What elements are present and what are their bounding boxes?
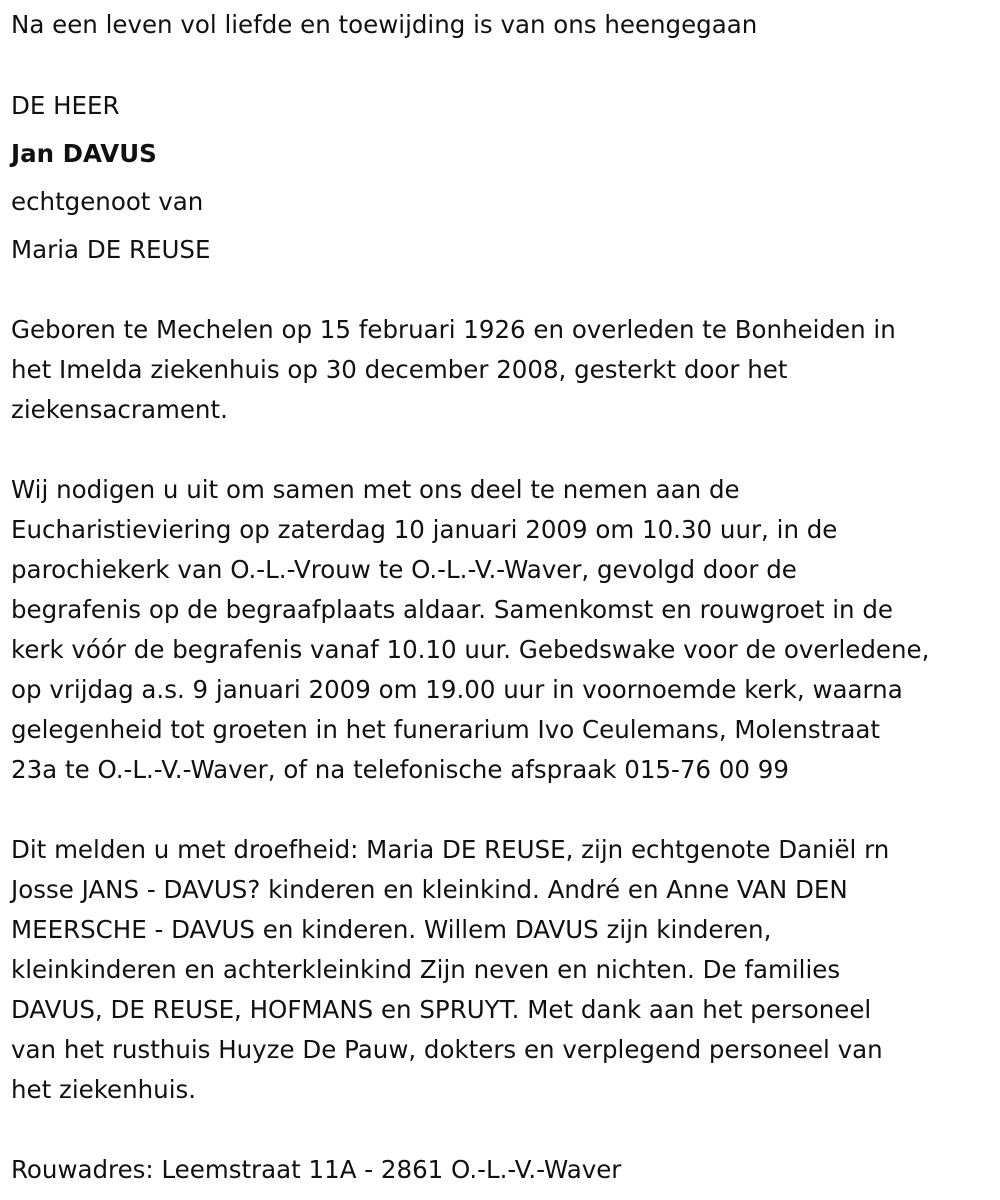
paragraph-line: 23a te O.-L.-V.-Waver, of na telefonische afspraak 015-76 00 99: [11, 755, 789, 784]
paragraph-line: kleinkinderen en achterkleinkind Zijn neven en nichten. De families: [11, 955, 841, 984]
paragraph-line: van het rusthuis Huyze De Pauw, dokters en verplegend personeel van: [11, 1035, 883, 1064]
paragraph-line: Geboren te Mechelen op 15 februari 1926 en overleden te Bonheiden in: [11, 315, 896, 344]
paragraph-line: het Imelda ziekenhuis op 30 december 2008, gesterkt door het: [11, 355, 788, 384]
paragraph-line: gelegenheid tot groeten in het funerarium Ivo Ceulemans, Molenstraat: [11, 715, 881, 744]
paragraph-line: het ziekenhuis.: [11, 1075, 197, 1104]
intro-text: Na een leven vol liefde en toewijding is van ons heengegaan: [11, 10, 758, 39]
paragraph-line: op vrijdag a.s. 9 januari 2009 om 19.00 uur in voornoemde kerk, waarna: [11, 675, 903, 704]
address-text: Rouwadres: Leemstraat 11A - 2861 O.-L.-V.-Waver: [11, 1155, 622, 1184]
paragraph-line: ziekensacrament.: [11, 395, 228, 424]
deceased-name: Jan DAVUS: [11, 139, 157, 168]
birth-death-paragraph: [11, 310, 996, 430]
title-text: DE HEER: [11, 91, 120, 120]
ceremony-paragraph: [11, 470, 996, 790]
paragraph-line: Wij nodigen u uit om samen met ons deel te nemen aan de: [11, 475, 740, 504]
paragraph-line: MEERSCHE - DAVUS en kinderen. Willem DAVUS zijn kinderen,: [11, 915, 772, 944]
spouse-label: echtgenoot van: [11, 187, 204, 216]
paragraph-line: Josse JANS - DAVUS? kinderen en kleinkind. André en Anne VAN DEN: [11, 875, 848, 904]
paragraph-line: DAVUS, DE REUSE, HOFMANS en SPRUYT. Met dank aan het personeel: [11, 995, 872, 1024]
paragraph-line: Dit melden u met droefheid: Maria DE REUSE, zijn echtgenote Daniël rn: [11, 835, 890, 864]
paragraph-line: Eucharistieviering op zaterdag 10 januari 2009 om 10.30 uur, in de: [11, 515, 838, 544]
paragraph-line: begrafenis op de begraafplaats aldaar. Samenkomst en rouwgroet in de: [11, 595, 893, 624]
family-paragraph: [11, 830, 996, 1110]
paragraph-line: parochiekerk van O.-L.-Vrouw te O.-L.-V.-Waver, gevolgd door de: [11, 555, 797, 584]
paragraph-line: kerk vóór de begrafenis vanaf 10.10 uur. Gebedswake voor de overledene,: [11, 635, 930, 664]
spouse-name: Maria DE REUSE: [11, 235, 211, 264]
